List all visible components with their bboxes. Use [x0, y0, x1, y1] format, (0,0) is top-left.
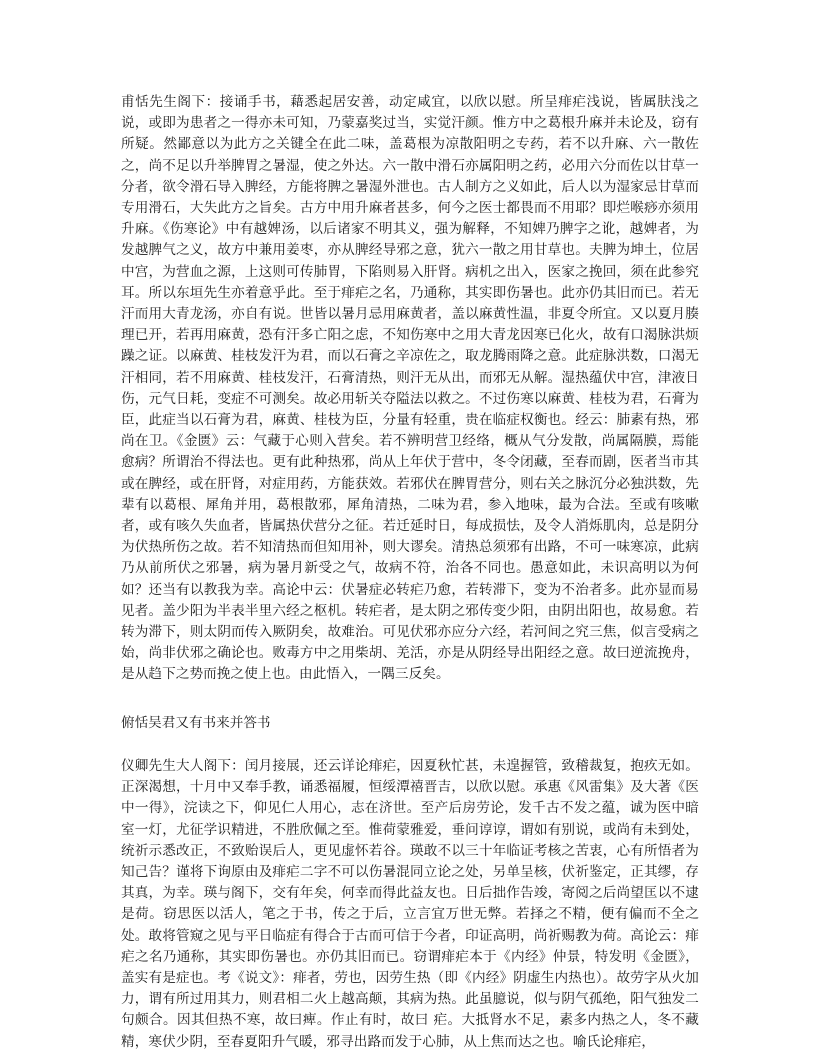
letter-paragraph-2: 仪卿先生大人阁下：闰月接展，还云详论痱疟，因夏秋忙甚，未遑握管，致稽裁复，抱疚无如。正深渴想，十月中又奉手教，诵悉福履，恒绥潭禧晋吉，以欣以慰。承惠《风雷集》及大著《医中一得》，浣读之下，仰见仁人用心，志在济世。至产后房劳论，发千古不发之蕴，诚为医中暗室一灯，尤征学识精进，不胜欣佩之至。惟荷蒙雅爱，垂问谆谆，谓如有别说，或尚有未到处，统祈示悉改正，不致贻误后人，更见虚怀若谷。瑛敢不以三十年临证考核之苦衷，心有所悟者为知己告？谨将下询原由及痱疟二字不可以伤暑混同立论之处，另单呈核，伏祈鉴定，正其缪，存其真，为幸。瑛与阁下，交有年矣，何幸而得此益友也。日后拙作告竣，寄阅之后尚望匡以不逮是荷。窃思医以活人，笔之于书，传之于后，立言宜万世无弊。若择之不精，便有偏而不全之处。敢将管窥之见与平日临症有得合于古而可信于今者，印证高明，尚祈赐教为荷。高论云：痱疟之名乃通称，其实即伤暑也。亦仍其旧而已。窃谓痱疟本于《内经》仲景，特发明《金匮》，盖实有是症也。考《说文》：痱者，劳也，因劳生热（即《内经》阴虚生内热也）。故劳字从火加力，谓有所过用其力，则君相二火上越高颠，其病为热。此虽臆说，似与阴气孤绝，阳气独发二句颇合。因其但热不寒，故曰痺。作止有时，故曰 疟。大抵肾水不足，素多内热之人，冬不藏精，寒伏少阴，至春夏阳升气暖，邪寻出路而发于心肺，从上焦而达之也。喻氏论痱疟， [121, 757, 699, 1050]
document-page [121, 92, 699, 1053]
letter-paragraph-1: 甫恬先生阁下：接诵手书，藉悉起居安善，动定咸宜，以欣以慰。所呈痱疟浅说，皆属肤浅之说，或即为患者之一得亦未可知，乃蒙嘉奖过当，实觉汗颜。惟方中之葛根升麻并未论及，窃有所疑。然鄙意以为此方之关键全在此二味，盖葛根为凉散阳明之专药，若不以升麻、六一散佐之，尚不足以升举脾胃之暑湿，使之外达。六一散中滑石亦属阳明之药，必用六分而佐以甘草一分者，欲令滑石导入脾经，方能将脾之暑湿外泄也。古人制方之义如此，后人以为湿家忌甘草而专用滑石，大失此方之旨矣。古方中用升麻者甚多，何今之医士都畏而不用耶？即烂喉痧亦须用升麻。《伤寒论》中有越婢汤，以后诸家不明其义，强为解释，不知婢乃脾字之讹，越婢者，为发越脾气之义，故方中兼用姜枣，亦从脾经导邪之意，犹六一散之用甘草也。夫脾为坤土，位居中宫，为营血之源，上这则可传肺胃，下陷则易入肝肾。病机之出入，医家之挽回，须在此参究耳。所以东垣先生亦着意乎此。至于痱疟之名，乃通称，其实即伤暑也。此亦仍其旧而已。若无汗而用大青龙汤，亦自有说。世皆以暑月忌用麻黄者，盖以麻黄性温，非夏令所宜。又以夏月腠理已开，若再用麻黄，恐有汗多亡阳之虑，不知伤寒中之用大青龙因寒已化火，故有口渴脉洪烦躁之证。以麻黄、桂枝发汗为君，而以石膏之辛凉佐之，取龙腾雨降之意。此症脉洪数，口渴无汗相同，若不用麻黄、桂枝发汗，石膏清热，则汗无从出，而邪无从解。湿热蕴伏中宫，津液日伤，元气日耗，变症不可测矣。故必用斩关夺隘法以救之。不过伤寒以麻黄、桂枝为君，石膏为臣，此症当以石膏为君，麻黄、桂枝为臣，分量有轻重，贵在临症权衡也。经云：肺素有热，邪尚在卫。《金匮》云：气藏于心则入营矣。若不辨明营卫经络，概从气分发散，尚属隔膜，焉能愈病？所谓治不得法也。更有此种热邪，尚从上年伏于营中，冬令闭藏，至春而剧，医者当市其或在脾经，或在肝肾，对症用药，方能获效。若邪伏在脾胃营分，则右关之脉沉分必独洪数，先辈有以葛根、犀角并用，葛根散邪，犀角清热，二味为君，参入地味，最为合法。至或有咳嗽者，或有咳久失血者，皆属热伏营分之征。若迁延时日，每成损怯，及令人消烁肌肉，总是阴分为伏热所伤之故。若不知清热而但知用补，则大谬矣。清热总须邪有出路，不可一味寒凉，此病乃从前所伏之邪暑，病为暑月新受之气，故病不符，治各不同也。愚意如此，未识高明以为何如？还当有以教我为幸。高论中云：伏暑症必转疟乃愈，若转滞下，变为不治者多。此亦显而易见者。盖少阳为半表半里六经之枢机。转疟者，是太阴之邪传变少阳，由阴出阳也，故易愈。若转为滞下，则太阴而传入厥阴矣，故难治。可见伏邪亦应分六经，若河间之究三焦，似言受病之始，尚非伏邪之确论也。败毒方中之用柴胡、羌活，亦是从阴经导出阳经之意。故曰逆流挽舟，是从趋下之势而挽之使上也。由此悟入，一隅三反矣。 [121, 94, 699, 683]
section-heading: 俯恬吴君又有书来并答书 [121, 714, 271, 731]
